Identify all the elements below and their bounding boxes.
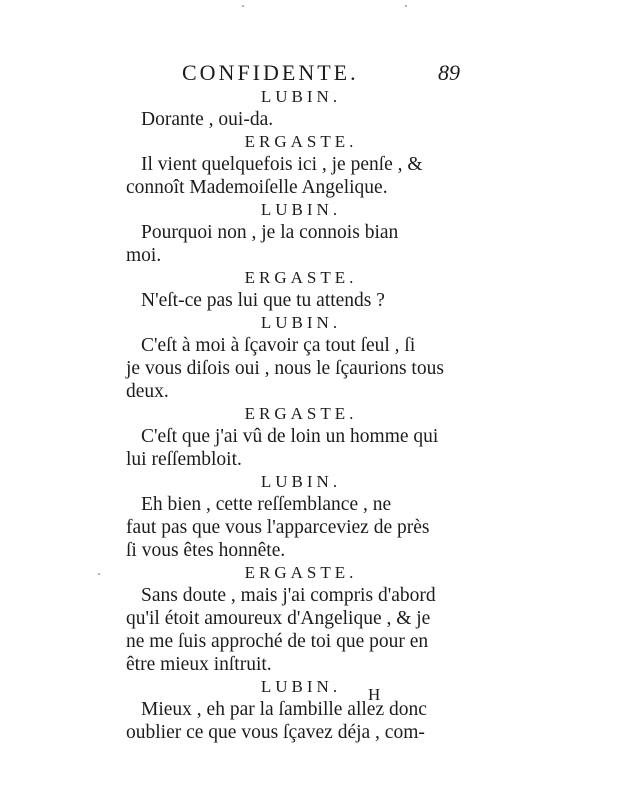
dialogue-continuation: lui reſſembloit. bbox=[126, 449, 242, 470]
speaker-name: LUBIN. bbox=[260, 200, 342, 219]
dialogue-line: Mieux , eh par la ſambille allez donc bbox=[141, 699, 427, 720]
dialogue-line: Eh bien , cette reſſemblance , ne bbox=[141, 494, 392, 515]
speaker-name: ERGASTE. bbox=[244, 404, 358, 423]
dialogue-line: N'eſt-ce pas lui que tu attends ? bbox=[141, 290, 385, 311]
speaker-name: LUBIN. bbox=[260, 313, 342, 332]
dialogue-continuation: ſi vous êtes honnête. bbox=[126, 540, 286, 561]
dialogue-continuation: connoît Mademoiſelle Angelique. bbox=[126, 177, 388, 198]
dialogue-line: C'eſt à moi à ſçavoir ça tout ſeul , ſi bbox=[141, 335, 416, 356]
speck bbox=[242, 5, 244, 7]
dialogue-line: Dorante , oui-da. bbox=[141, 109, 274, 130]
dialogue-line: C'eſt que j'ai vû de loin un homme qui bbox=[141, 426, 439, 447]
dialogue-continuation: être mieux inſtruit. bbox=[126, 654, 272, 675]
dialogue-line: Sans doute , mais j'ai compris d'abord bbox=[141, 585, 436, 606]
dialogue-continuation: oublier ce que vous ſçavez déja , com- bbox=[126, 722, 425, 743]
speaker-name: ERGASTE. bbox=[244, 132, 358, 151]
speck bbox=[405, 5, 407, 7]
signature-mark: H bbox=[368, 685, 381, 704]
dialogue-continuation: je vous diſois oui , nous le ſçaurions tous bbox=[126, 358, 444, 379]
dialogue-continuation: qu'il étoit amoureux d'Angelique , & je bbox=[126, 608, 431, 629]
speaker-name: ERGASTE. bbox=[244, 563, 358, 582]
speaker-name: LUBIN. bbox=[260, 87, 342, 106]
dialogue-continuation: faut pas que vous l'apparceviez de près bbox=[126, 517, 430, 538]
page-number: 89 bbox=[438, 60, 460, 85]
speaker-name: LUBIN. bbox=[260, 677, 342, 696]
dialogue-continuation: moi. bbox=[126, 245, 162, 266]
dialogue-line: Il vient quelquefois ici , je penſe , & bbox=[141, 154, 423, 175]
dialogue-line: Pourquoi non , je la connois bian bbox=[141, 222, 399, 243]
speaker-name: LUBIN. bbox=[260, 472, 342, 491]
speck bbox=[98, 573, 100, 575]
dialogue-continuation: deux. bbox=[126, 381, 169, 402]
play-text bbox=[126, 86, 456, 744]
dialogue-continuation: ne me ſuis approché de toi que pour en bbox=[126, 631, 429, 652]
running-title: CONFIDENTE. bbox=[182, 60, 359, 85]
speaker-name: ERGASTE. bbox=[244, 268, 358, 287]
